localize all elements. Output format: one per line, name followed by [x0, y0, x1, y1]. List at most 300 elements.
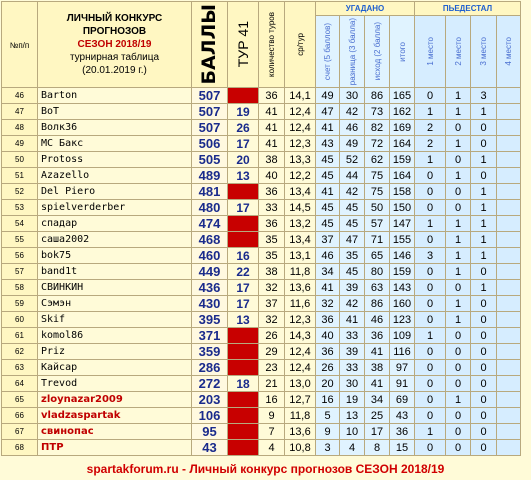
place-3-count: 0 [471, 424, 497, 440]
place-4-count [497, 296, 521, 312]
avg-per-round: 12,3 [285, 312, 316, 328]
points: 480 [192, 200, 228, 216]
goal-difference: 41 [340, 312, 365, 328]
place-2-count: 0 [446, 120, 471, 136]
place-4-count [497, 232, 521, 248]
place-1-count: 0 [415, 88, 446, 104]
outcomes: 86 [365, 296, 390, 312]
player-name: vladzaspartak [38, 408, 192, 424]
place-2-count: 1 [446, 296, 471, 312]
avg-per-round: 13,0 [285, 376, 316, 392]
place-2-count: 1 [446, 216, 471, 232]
exact-scores: 40 [316, 328, 340, 344]
table-row [2, 232, 521, 248]
table-row [2, 88, 521, 104]
rounds-count: 32 [259, 280, 285, 296]
row-index: 52 [2, 184, 38, 200]
guessed-total: 160 [390, 296, 415, 312]
guessed-total: 97 [390, 360, 415, 376]
tour-points [228, 424, 259, 440]
rounds-count: 23 [259, 360, 285, 376]
exact-scores: 45 [316, 216, 340, 232]
row-index: 46 [2, 88, 38, 104]
place-2-count: 0 [446, 360, 471, 376]
tour-points: 16 [228, 248, 259, 264]
goal-difference: 42 [340, 296, 365, 312]
goal-difference: 4 [340, 440, 365, 456]
place-2-count: 1 [446, 264, 471, 280]
outcomes: 65 [365, 248, 390, 264]
player-name: Protoss [38, 152, 192, 168]
page-title [38, 2, 192, 88]
outcomes: 34 [365, 392, 390, 408]
group-podium: ПЬЕДЕСТАЛ [415, 2, 521, 16]
player-name: Azazello [38, 168, 192, 184]
row-index: 53 [2, 200, 38, 216]
tour-points: 17 [228, 296, 259, 312]
guessed-total: 43 [390, 408, 415, 424]
guessed-total: 162 [390, 104, 415, 120]
place-4-count [497, 440, 521, 456]
table-row [2, 168, 521, 184]
row-index: 62 [2, 344, 38, 360]
avg-per-round: 13,4 [285, 232, 316, 248]
place-1-count: 0 [415, 344, 446, 360]
table-row [2, 136, 521, 152]
tour-points [228, 88, 259, 104]
goal-difference: 10 [340, 424, 365, 440]
points: 489 [192, 168, 228, 184]
points: 468 [192, 232, 228, 248]
row-index: 55 [2, 232, 38, 248]
exact-scores: 46 [316, 248, 340, 264]
guessed-total: 158 [390, 184, 415, 200]
table-row [2, 184, 521, 200]
table-row [2, 376, 521, 392]
outcomes: 71 [365, 232, 390, 248]
outcomes: 57 [365, 216, 390, 232]
goal-difference: 47 [340, 232, 365, 248]
row-index: 48 [2, 120, 38, 136]
player-name: Barton [38, 88, 192, 104]
tour-points: 19 [228, 104, 259, 120]
row-index: 49 [2, 136, 38, 152]
place-2-count: 0 [446, 328, 471, 344]
player-name: Priz [38, 344, 192, 360]
table-row [2, 312, 521, 328]
place-2-count: 1 [446, 312, 471, 328]
outcomes: 41 [365, 344, 390, 360]
place-2-count: 1 [446, 88, 471, 104]
place-1-count: 0 [415, 312, 446, 328]
row-index: 47 [2, 104, 38, 120]
exact-scores: 36 [316, 344, 340, 360]
standings-table [1, 1, 521, 456]
avg-per-round: 12,4 [285, 120, 316, 136]
tour-points [228, 360, 259, 376]
header-total: итого [390, 16, 415, 88]
player-name: спадар [38, 216, 192, 232]
subtitle: турнирная таблица [69, 52, 160, 63]
rounds-count: 40 [259, 168, 285, 184]
exact-scores: 34 [316, 264, 340, 280]
goal-difference: 42 [340, 104, 365, 120]
group-guessed: УГАДАНО [316, 2, 415, 16]
avg-per-round: 14,5 [285, 200, 316, 216]
place-4-count [497, 136, 521, 152]
place-1-count: 1 [415, 152, 446, 168]
player-name: BoT [38, 104, 192, 120]
player-name: Волк36 [38, 120, 192, 136]
place-4-count [497, 120, 521, 136]
points: 286 [192, 360, 228, 376]
place-2-count: 1 [446, 136, 471, 152]
goal-difference: 45 [340, 216, 365, 232]
rounds-count: 38 [259, 152, 285, 168]
place-3-count: 0 [471, 440, 497, 456]
place-4-count [497, 344, 521, 360]
guessed-total: 159 [390, 264, 415, 280]
table-row [2, 408, 521, 424]
outcomes: 63 [365, 280, 390, 296]
tour-points [228, 344, 259, 360]
exact-scores: 26 [316, 360, 340, 376]
guessed-total: 169 [390, 120, 415, 136]
header-place-4: 4 место [497, 16, 521, 88]
goal-difference: 30 [340, 88, 365, 104]
outcomes: 46 [365, 312, 390, 328]
exact-scores: 16 [316, 392, 340, 408]
exact-scores: 3 [316, 440, 340, 456]
place-1-count: 0 [415, 232, 446, 248]
player-name: ПТР [38, 440, 192, 456]
place-4-count [497, 152, 521, 168]
outcomes: 75 [365, 168, 390, 184]
outcomes: 25 [365, 408, 390, 424]
table-row [2, 280, 521, 296]
header-avg-per-round: ср/тур [285, 2, 316, 88]
place-2-count: 0 [446, 184, 471, 200]
guessed-total: 159 [390, 152, 415, 168]
points: 474 [192, 216, 228, 232]
exact-scores: 41 [316, 120, 340, 136]
avg-per-round: 13,3 [285, 152, 316, 168]
tour-points: 18 [228, 376, 259, 392]
tour-points: 17 [228, 280, 259, 296]
place-1-count: 2 [415, 136, 446, 152]
place-4-count [497, 312, 521, 328]
guessed-total: 165 [390, 88, 415, 104]
player-name: Trevod [38, 376, 192, 392]
avg-per-round: 13,2 [285, 216, 316, 232]
title-line-2: ПРОГНОЗОВ [82, 26, 147, 37]
goal-difference: 33 [340, 360, 365, 376]
exact-scores: 45 [316, 152, 340, 168]
place-2-count: 0 [446, 440, 471, 456]
place-4-count [497, 360, 521, 376]
place-3-count: 0 [471, 120, 497, 136]
avg-per-round: 12,7 [285, 392, 316, 408]
rounds-count: 35 [259, 248, 285, 264]
place-2-count: 0 [446, 424, 471, 440]
avg-per-round: 14,3 [285, 328, 316, 344]
place-3-count: 0 [471, 136, 497, 152]
rounds-count: 41 [259, 104, 285, 120]
place-4-count [497, 280, 521, 296]
row-index: 54 [2, 216, 38, 232]
rounds-count: 26 [259, 328, 285, 344]
guessed-total: 143 [390, 280, 415, 296]
points: 203 [192, 392, 228, 408]
table-row [2, 392, 521, 408]
place-2-count: 1 [446, 104, 471, 120]
place-3-count: 0 [471, 344, 497, 360]
row-index: 60 [2, 312, 38, 328]
rounds-count: 33 [259, 200, 285, 216]
date-label: (20.01.2019 г.) [82, 65, 147, 76]
place-2-count: 0 [446, 344, 471, 360]
goal-difference: 33 [340, 328, 365, 344]
points: 359 [192, 344, 228, 360]
exact-scores: 32 [316, 296, 340, 312]
exact-scores: 45 [316, 168, 340, 184]
table-row [2, 104, 521, 120]
player-name: СВИНКИН [38, 280, 192, 296]
avg-per-round: 12,2 [285, 168, 316, 184]
goal-difference: 13 [340, 408, 365, 424]
tour-points: 26 [228, 120, 259, 136]
goal-difference: 39 [340, 344, 365, 360]
goal-difference: 46 [340, 120, 365, 136]
place-3-count: 1 [471, 152, 497, 168]
place-1-count: 0 [415, 376, 446, 392]
avg-per-round: 11,6 [285, 296, 316, 312]
guessed-total: 147 [390, 216, 415, 232]
row-index: 63 [2, 360, 38, 376]
points: 272 [192, 376, 228, 392]
rounds-count: 36 [259, 88, 285, 104]
place-4-count [497, 200, 521, 216]
avg-per-round: 10,8 [285, 440, 316, 456]
goal-difference: 45 [340, 200, 365, 216]
goal-difference: 19 [340, 392, 365, 408]
avg-per-round: 12,4 [285, 104, 316, 120]
row-index: 66 [2, 408, 38, 424]
footer-caption: spartakforum.ru - Личный конкурс прогнозов СЕЗОН 2018/19 [0, 459, 531, 479]
points: 505 [192, 152, 228, 168]
guessed-total: 146 [390, 248, 415, 264]
guessed-total: 109 [390, 328, 415, 344]
guessed-total: 164 [390, 168, 415, 184]
row-index: 51 [2, 168, 38, 184]
tour-points: 13 [228, 312, 259, 328]
points: 430 [192, 296, 228, 312]
title-line-1: ЛИЧНЫЙ КОНКУРС [66, 13, 163, 24]
rounds-count: 41 [259, 136, 285, 152]
outcomes: 8 [365, 440, 390, 456]
tour-points: 22 [228, 264, 259, 280]
goal-difference: 35 [340, 248, 365, 264]
place-1-count: 1 [415, 104, 446, 120]
points: 95 [192, 424, 228, 440]
place-3-count: 0 [471, 376, 497, 392]
row-index: 57 [2, 264, 38, 280]
exact-scores: 5 [316, 408, 340, 424]
header-outcome: исход (2 балла) [365, 16, 390, 88]
place-4-count [497, 328, 521, 344]
season-label: СЕЗОН 2018/19 [77, 39, 152, 50]
row-index: 56 [2, 248, 38, 264]
header-place-1: 1 место [415, 16, 446, 88]
exact-scores: 47 [316, 104, 340, 120]
place-4-count [497, 168, 521, 184]
points: 371 [192, 328, 228, 344]
rounds-count: 7 [259, 424, 285, 440]
place-3-count: 0 [471, 264, 497, 280]
place-1-count: 0 [415, 200, 446, 216]
outcomes: 36 [365, 328, 390, 344]
points: 436 [192, 280, 228, 296]
player-name: band1t [38, 264, 192, 280]
place-2-count: 0 [446, 280, 471, 296]
table-row [2, 296, 521, 312]
outcomes: 17 [365, 424, 390, 440]
points: 506 [192, 136, 228, 152]
place-3-count: 1 [471, 232, 497, 248]
place-1-count: 1 [415, 216, 446, 232]
tour-points: 13 [228, 168, 259, 184]
outcomes: 82 [365, 120, 390, 136]
place-2-count: 0 [446, 408, 471, 424]
place-3-count: 1 [471, 216, 497, 232]
place-2-count: 1 [446, 232, 471, 248]
rounds-count: 36 [259, 184, 285, 200]
table-row [2, 200, 521, 216]
exact-scores: 41 [316, 280, 340, 296]
table-row [2, 424, 521, 440]
table-row [2, 120, 521, 136]
rounds-count: 21 [259, 376, 285, 392]
place-1-count: 0 [415, 440, 446, 456]
place-3-count: 0 [471, 392, 497, 408]
place-3-count: 1 [471, 248, 497, 264]
header-tour: ТУР 41 [228, 2, 259, 88]
tour-points [228, 184, 259, 200]
table-row [2, 216, 521, 232]
place-1-count: 3 [415, 248, 446, 264]
player-name: zloynazar2009 [38, 392, 192, 408]
header-difference: разница (3 балла) [340, 16, 365, 88]
place-2-count: 1 [446, 248, 471, 264]
exact-scores: 43 [316, 136, 340, 152]
points: 106 [192, 408, 228, 424]
place-1-count: 1 [415, 328, 446, 344]
row-index: 65 [2, 392, 38, 408]
tour-points [228, 440, 259, 456]
exact-scores: 20 [316, 376, 340, 392]
table-row [2, 248, 521, 264]
outcomes: 86 [365, 88, 390, 104]
outcomes: 73 [365, 104, 390, 120]
points: 395 [192, 312, 228, 328]
points: 460 [192, 248, 228, 264]
place-2-count: 0 [446, 200, 471, 216]
place-1-count: 0 [415, 408, 446, 424]
player-name: komol86 [38, 328, 192, 344]
place-3-count: 0 [471, 312, 497, 328]
place-4-count [497, 184, 521, 200]
avg-per-round: 13,6 [285, 424, 316, 440]
place-1-count: 0 [415, 168, 446, 184]
avg-per-round: 11,8 [285, 408, 316, 424]
goal-difference: 49 [340, 136, 365, 152]
header-place-2: 2 место [446, 16, 471, 88]
points: 507 [192, 104, 228, 120]
tour-points [228, 328, 259, 344]
place-4-count [497, 264, 521, 280]
place-4-count [497, 248, 521, 264]
rounds-count: 16 [259, 392, 285, 408]
place-1-count: 1 [415, 424, 446, 440]
place-4-count [497, 88, 521, 104]
row-index: 61 [2, 328, 38, 344]
row-index: 59 [2, 296, 38, 312]
row-index: 50 [2, 152, 38, 168]
exact-scores: 36 [316, 312, 340, 328]
rounds-count: 29 [259, 344, 285, 360]
guessed-total: 150 [390, 200, 415, 216]
tour-points [228, 408, 259, 424]
table-row [2, 264, 521, 280]
exact-scores: 41 [316, 184, 340, 200]
player-name: Del Piero [38, 184, 192, 200]
guessed-total: 164 [390, 136, 415, 152]
place-3-count: 3 [471, 88, 497, 104]
place-4-count [497, 216, 521, 232]
exact-scores: 45 [316, 200, 340, 216]
outcomes: 50 [365, 200, 390, 216]
goal-difference: 42 [340, 184, 365, 200]
rounds-count: 41 [259, 120, 285, 136]
goal-difference: 52 [340, 152, 365, 168]
player-name: саша2002 [38, 232, 192, 248]
place-3-count: 1 [471, 184, 497, 200]
rounds-count: 36 [259, 216, 285, 232]
place-4-count [497, 392, 521, 408]
points: 43 [192, 440, 228, 456]
header-points: БАЛЛЫ [192, 2, 228, 88]
goal-difference: 45 [340, 264, 365, 280]
points: 507 [192, 120, 228, 136]
place-4-count [497, 376, 521, 392]
row-index: 68 [2, 440, 38, 456]
header-index: №п/п [2, 2, 38, 88]
points: 481 [192, 184, 228, 200]
row-index: 58 [2, 280, 38, 296]
place-3-count: 0 [471, 360, 497, 376]
points: 507 [192, 88, 228, 104]
player-name: свинопас [38, 424, 192, 440]
rounds-count: 35 [259, 232, 285, 248]
header-score: счет (5 баллов) [316, 16, 340, 88]
outcomes: 38 [365, 360, 390, 376]
place-3-count: 1 [471, 280, 497, 296]
avg-per-round: 12,4 [285, 344, 316, 360]
place-3-count: 0 [471, 328, 497, 344]
guessed-total: 116 [390, 344, 415, 360]
tour-points [228, 392, 259, 408]
avg-per-round: 13,4 [285, 184, 316, 200]
